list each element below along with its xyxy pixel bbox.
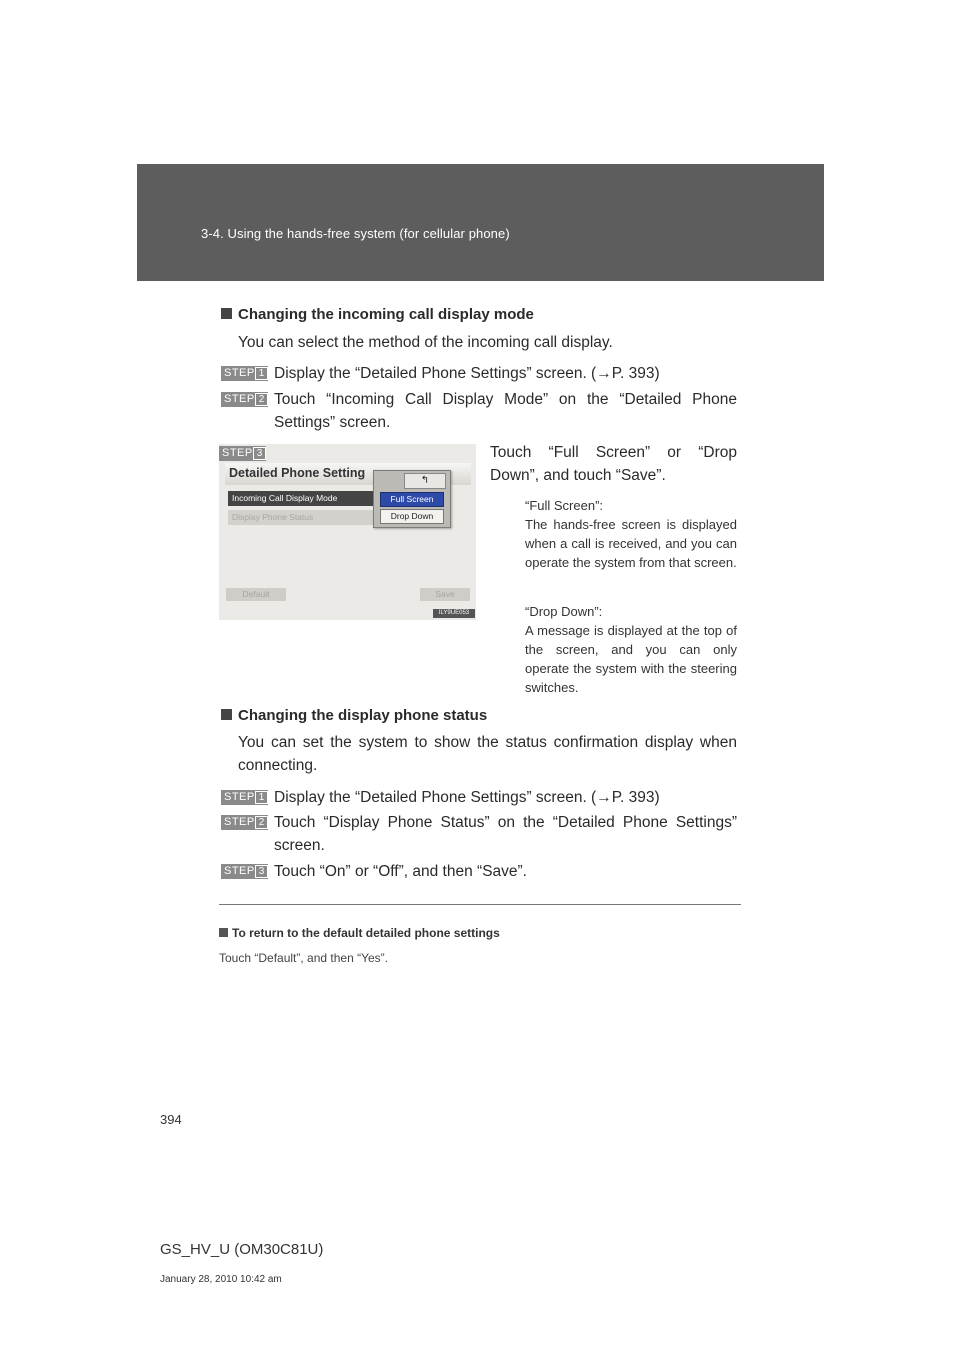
chapter-header (137, 164, 824, 281)
step-badge: STEP 3 (221, 864, 268, 879)
option-popup (373, 470, 451, 528)
detailed-phone-settings-screenshot (219, 444, 476, 620)
section-title-phone-status: Changing the display phone status (221, 707, 487, 724)
section-heading: 3-4. Using the hands-free system (for cellular phone) (201, 226, 510, 241)
full-screen-option[interactable]: Full Screen (380, 492, 444, 507)
screen-title: Detailed Phone Setting (229, 466, 366, 480)
section-title-display-mode: Changing the incoming call display mode (221, 306, 534, 323)
tip-body: Touch “Default”, and then “Yes”. (219, 951, 388, 965)
screen-save-button[interactable]: Save (420, 588, 470, 601)
step-badge: STEP 3 (219, 446, 266, 461)
back-button[interactable] (404, 473, 446, 489)
document-date: January 28, 2010 10:42 am (160, 1274, 282, 1285)
section1-intro: You can select the method of the incoming call display. (238, 334, 613, 351)
drop-down-option[interactable]: Drop Down (380, 509, 444, 524)
screen-row-display-phone-status[interactable]: Display Phone Status (228, 510, 376, 525)
screen-row-incoming-call-display-mode[interactable]: Incoming Call Display Mode (228, 491, 376, 506)
image-code-label: ILY9UE053 (433, 609, 475, 618)
step-text: Touch “Display Phone Status” on the “Detailed Phone Settings” screen. (274, 814, 737, 854)
note-drop-down: “Drop Down”: A message is displayed at the top of the screen, and you can only operate the system with the steering switches. (525, 604, 737, 695)
square-bullet-icon (221, 308, 232, 319)
step-text: Display the “Detailed Phone Settings” screen. (→P. 393) (274, 789, 660, 806)
step-badge: STEP 1 (221, 366, 268, 381)
square-bullet-icon (219, 928, 228, 937)
step-badge: STEP 1 (221, 790, 268, 805)
note-full-screen: “Full Screen”: The hands-free screen is displayed when a call is received, and you can operate the system from that screen. (525, 498, 737, 570)
section2-intro: You can set the system to show the status confirmation display when connecting. (238, 734, 737, 774)
document-code: GS_HV_U (OM30C81U) (160, 1241, 324, 1258)
divider (219, 904, 741, 905)
step-badge: STEP 2 (221, 392, 268, 407)
screen-default-button[interactable]: Default (226, 588, 286, 601)
step-text: Touch “Incoming Call Display Mode” on the “Detailed Phone Settings” screen. (274, 391, 737, 431)
tip-title: To return to the default detailed phone settings (219, 926, 500, 940)
step-badge: STEP 2 (221, 815, 268, 830)
square-bullet-icon (221, 709, 232, 720)
return-arrow-icon: ↰ (420, 475, 430, 486)
page-number: 394 (160, 1112, 182, 1127)
step-text: Display the “Detailed Phone Settings” screen. (→P. 393) (274, 365, 660, 382)
step3-text: Touch “Full Screen” or “Drop Down”, and touch “Save”. (490, 444, 737, 484)
step-text: Touch “On” or “Off”, and then “Save”. (274, 863, 527, 880)
